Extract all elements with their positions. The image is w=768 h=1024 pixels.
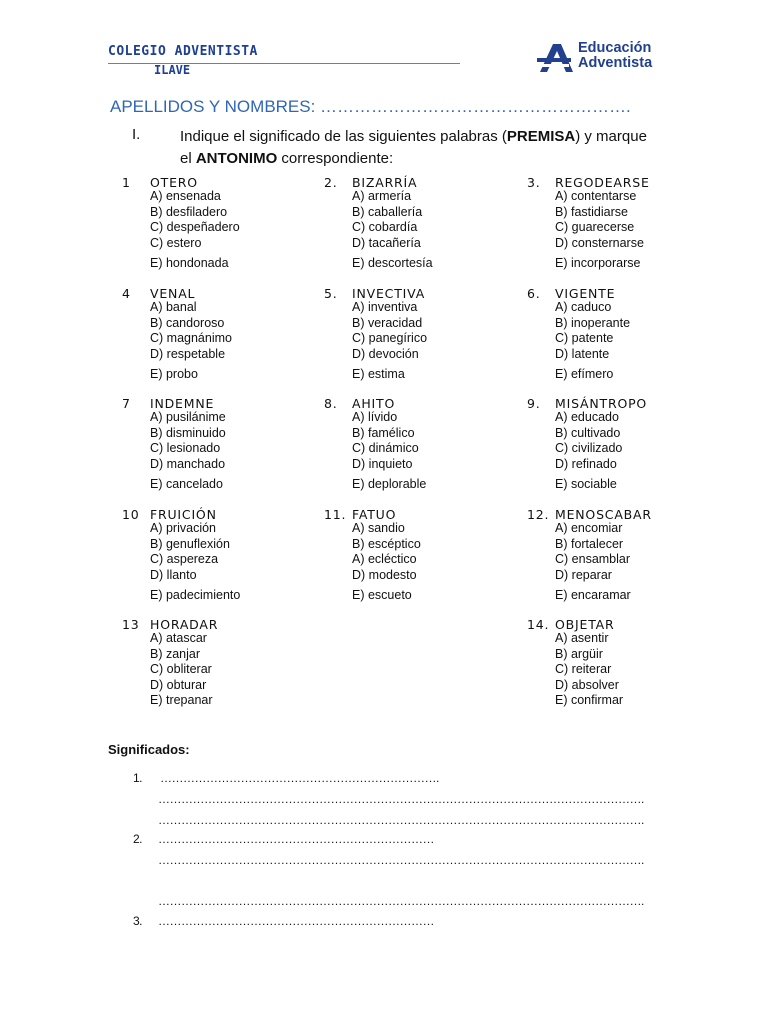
vocab-item <box>527 396 727 493</box>
vocab-item-number: 7 <box>122 396 131 411</box>
vocab-option[interactable]: A) armería <box>352 189 412 203</box>
vocab-option[interactable]: D) reparar <box>555 567 612 582</box>
vocab-item-number: 2. <box>324 175 338 190</box>
vocab-item-options <box>352 410 524 493</box>
vocab-item-options <box>555 631 727 709</box>
vocab-option[interactable]: D) inquieto <box>352 456 413 471</box>
vocab-item <box>527 617 727 709</box>
vocab-option[interactable]: C) panegírico <box>352 331 428 345</box>
instruction-part1: Indique el significado de las siguientes palabras ( <box>180 128 507 145</box>
vocab-item-number: 3. <box>527 175 541 190</box>
vocab-option[interactable]: E) incorporarse <box>555 256 641 270</box>
vocab-item <box>122 396 322 493</box>
vocab-option[interactable]: B) escéptico <box>352 536 421 551</box>
vocab-item-options <box>555 410 727 493</box>
logo-line2: Adventista <box>578 55 653 71</box>
vocab-option[interactable]: A) caduco <box>555 300 612 314</box>
significado-line-1c: ………………………………………………………………………………………………………………. <box>158 813 644 827</box>
vocab-option[interactable]: D) obturar <box>150 677 207 692</box>
vocab-item-number: 13 <box>122 617 140 632</box>
vocab-item-number: 10 <box>122 507 140 522</box>
vocab-option[interactable]: D) respetable <box>150 346 226 361</box>
name-field: APELLIDOS Y NOMBRES: ………………………………………………. <box>110 97 631 116</box>
significado-number-1: 1. <box>133 771 143 785</box>
vocab-option[interactable]: D) tacañería <box>352 235 421 250</box>
vocab-option[interactable]: C) lesionado <box>150 441 221 455</box>
vocab-item-word: OTERO <box>150 175 198 190</box>
vocab-item-word: HORADAR <box>150 617 219 632</box>
vocab-item-word: VENAL <box>150 286 196 301</box>
vocab-item-number: 4 <box>122 286 131 301</box>
vocab-item-number: 9. <box>527 396 541 411</box>
vocab-option[interactable]: C) magnánimo <box>150 331 232 345</box>
vocab-item-options <box>352 189 524 272</box>
vocab-option[interactable]: A) inventiva <box>352 300 418 314</box>
vocab-option[interactable]: E) efímero <box>555 367 614 381</box>
vocab-option[interactable]: B) inoperante <box>555 315 631 330</box>
vocab-item-options <box>150 410 322 493</box>
vocab-item-number: 14. <box>527 617 550 632</box>
significados-title: Significados: <box>108 742 190 757</box>
instruction-bold1: PREMISA <box>506 128 576 145</box>
significado-line-1b: ………………………………………………………………………………………………………………. <box>158 792 644 806</box>
vocab-item-number: 1 <box>122 175 131 190</box>
vocab-option[interactable]: D) modesto <box>352 567 417 582</box>
vocab-item-header <box>122 396 322 410</box>
vocab-item <box>527 286 727 383</box>
vocab-item-options <box>150 521 322 604</box>
vocab-option[interactable]: B) disminuido <box>150 425 226 440</box>
vocab-option[interactable]: D) refinado <box>555 456 617 471</box>
vocab-option[interactable]: E) trepanar <box>150 693 213 707</box>
significado-number-3: 3. <box>133 914 143 928</box>
vocab-item <box>122 175 322 272</box>
vocab-option[interactable]: B) fastidiarse <box>555 204 628 219</box>
vocab-option[interactable]: C) patente <box>555 331 614 345</box>
vocab-option[interactable]: D) manchado <box>150 456 226 471</box>
vocab-item-options <box>150 300 322 383</box>
vocab-item-number: 6. <box>527 286 541 301</box>
vocab-option[interactable]: A) ecléctico <box>352 552 417 566</box>
vocab-item-header <box>527 175 727 189</box>
vocab-option[interactable]: B) candoroso <box>150 315 225 330</box>
vocab-item <box>527 175 727 272</box>
vocab-option[interactable]: A) educado <box>555 410 619 424</box>
vocab-option[interactable]: C) dinámico <box>352 441 419 455</box>
vocab-option[interactable]: D) consternarse <box>555 235 644 250</box>
vocab-option[interactable]: D) devoción <box>352 346 419 361</box>
vocab-option[interactable]: D) absolver <box>555 677 619 692</box>
vocab-option[interactable]: B) genuflexión <box>150 536 230 551</box>
vocab-item-header <box>122 286 322 300</box>
vocab-item-header <box>324 507 524 521</box>
vocab-option[interactable]: C) guarecerse <box>555 220 635 234</box>
vocab-item-options <box>555 189 727 272</box>
vocab-item-word: FRUICIÓN <box>150 507 217 522</box>
vocab-option[interactable]: C) aspereza <box>150 552 219 566</box>
vocab-item-options <box>352 521 524 604</box>
vocab-item <box>122 617 322 709</box>
instruction-bold2: ANTONIMO <box>195 150 278 167</box>
vocab-option[interactable]: A) atascar <box>150 631 207 645</box>
vocab-item-header <box>527 617 727 631</box>
vocab-item-header <box>324 396 524 410</box>
vocab-option[interactable]: A) encomiar <box>555 521 623 535</box>
significado-line-2c: ………………………………………………………………………………………………………………. <box>158 894 644 908</box>
vocab-option[interactable]: B) fortalecer <box>555 536 624 551</box>
instruction-text <box>180 126 650 170</box>
vocab-item-header <box>324 286 524 300</box>
vocab-option[interactable]: E) cancelado <box>150 477 223 491</box>
vocab-option[interactable]: E) encaramar <box>555 588 631 602</box>
vocab-item-options <box>150 631 322 709</box>
vocab-option[interactable]: C) despeñadero <box>150 220 240 234</box>
vocab-option[interactable]: E) estima <box>352 367 405 381</box>
vocab-option[interactable]: A) ensenada <box>150 189 221 203</box>
vocab-option[interactable]: B) famélico <box>352 425 415 440</box>
logo-line1: Educación <box>578 40 652 56</box>
significado-line-2a: ……………………………………………………………… <box>158 832 434 846</box>
vocab-option[interactable]: B) cultivado <box>555 425 621 440</box>
vocab-item-number: 12. <box>527 507 550 522</box>
vocab-item-word: MISÁNTROPO <box>555 396 648 411</box>
vocab-option[interactable]: B) veracidad <box>352 315 423 330</box>
vocab-item-word: OBJETAR <box>555 617 615 632</box>
vocab-option[interactable]: E) hondonada <box>150 256 229 270</box>
vocab-item-header <box>527 507 727 521</box>
instruction-part2: ) y marque el <box>180 128 647 167</box>
vocab-item-number: 5. <box>324 286 338 301</box>
vocab-item <box>324 286 524 383</box>
vocab-option[interactable]: C) obliterar <box>150 662 212 676</box>
significado-number-2: 2. <box>133 832 143 846</box>
vocab-option[interactable]: D) llanto <box>150 567 197 582</box>
vocab-option[interactable]: B) argüir <box>555 646 603 661</box>
vocab-option[interactable]: A) lívido <box>352 410 398 424</box>
vocab-item <box>122 507 322 604</box>
significado-line-1a: ………………………………………………………………. <box>160 771 439 785</box>
vocab-item-word: VIGENTE <box>555 286 616 301</box>
school-name: COLEGIO ADVENTISTA <box>108 44 258 59</box>
vocab-option[interactable]: B) desfiladero <box>150 204 228 219</box>
vocab-option[interactable]: D) latente <box>555 346 610 361</box>
vocab-item-options <box>555 300 727 383</box>
vocab-option[interactable]: A) banal <box>150 300 197 314</box>
vocab-option[interactable]: E) padecimiento <box>150 588 241 602</box>
vocab-option[interactable]: E) escueto <box>352 588 412 602</box>
vocab-item-header <box>324 175 524 189</box>
vocab-item <box>527 507 727 604</box>
vocab-option[interactable]: A) privación <box>150 521 216 535</box>
vocab-item-word: FATUO <box>352 507 397 522</box>
vocab-item-options <box>352 300 524 383</box>
vocab-item-word: INDEMNE <box>150 396 215 411</box>
vocab-item-number: 11. <box>324 507 347 522</box>
significado-line-2b: ………………………………………………………………………………………………………………. <box>158 853 644 867</box>
vocab-item-options <box>150 189 322 272</box>
vocab-item-word: BIZARRÍA <box>352 175 418 190</box>
vocab-option[interactable]: A) pusilánime <box>150 410 226 424</box>
vocab-item-word: INVECTIVA <box>352 286 426 301</box>
vocab-option[interactable]: E) deplorable <box>352 477 427 491</box>
vocab-option[interactable]: E) probo <box>150 367 198 381</box>
vocab-option[interactable]: B) caballería <box>352 204 423 219</box>
section-number: I. <box>132 126 141 143</box>
vocab-option[interactable]: C) reiterar <box>555 662 612 676</box>
vocab-item <box>122 286 322 383</box>
vocab-item-word: MENOSCABAR <box>555 507 652 522</box>
significado-line-3a: ……………………………………………………………… <box>158 914 434 928</box>
vocab-item-header <box>527 286 727 300</box>
vocab-item-word: REGODEARSE <box>555 175 650 190</box>
vocab-option[interactable]: B) zanjar <box>150 646 201 661</box>
vocab-item-word: AHITO <box>352 396 396 411</box>
vocab-option[interactable]: E) confirmar <box>555 693 624 707</box>
vocab-item <box>324 175 524 272</box>
vocab-item <box>324 396 524 493</box>
vocab-option[interactable]: E) descortesía <box>352 256 433 270</box>
vocab-item-options <box>555 521 727 604</box>
school-location: ILAVE <box>154 63 191 77</box>
vocab-option[interactable]: C) civilizado <box>555 441 623 455</box>
vocab-item-header <box>122 507 322 521</box>
vocab-item-header <box>527 396 727 410</box>
vocab-item <box>324 507 524 604</box>
vocab-option[interactable]: C) estero <box>150 235 202 250</box>
logo-text <box>578 41 652 71</box>
vocab-option[interactable]: A) contentarse <box>555 189 637 203</box>
instruction-part3: correspondiente: <box>277 150 394 167</box>
vocab-option[interactable]: A) asentir <box>555 631 609 645</box>
vocab-option[interactable]: C) cobardía <box>352 220 418 234</box>
vocab-item-number: 8. <box>324 396 338 411</box>
vocab-option[interactable]: E) sociable <box>555 477 617 491</box>
vocab-item-header <box>122 617 322 631</box>
vocab-item-header <box>122 175 322 189</box>
vocab-option[interactable]: A) sandio <box>352 521 405 535</box>
vocab-option[interactable]: C) ensamblar <box>555 552 631 566</box>
